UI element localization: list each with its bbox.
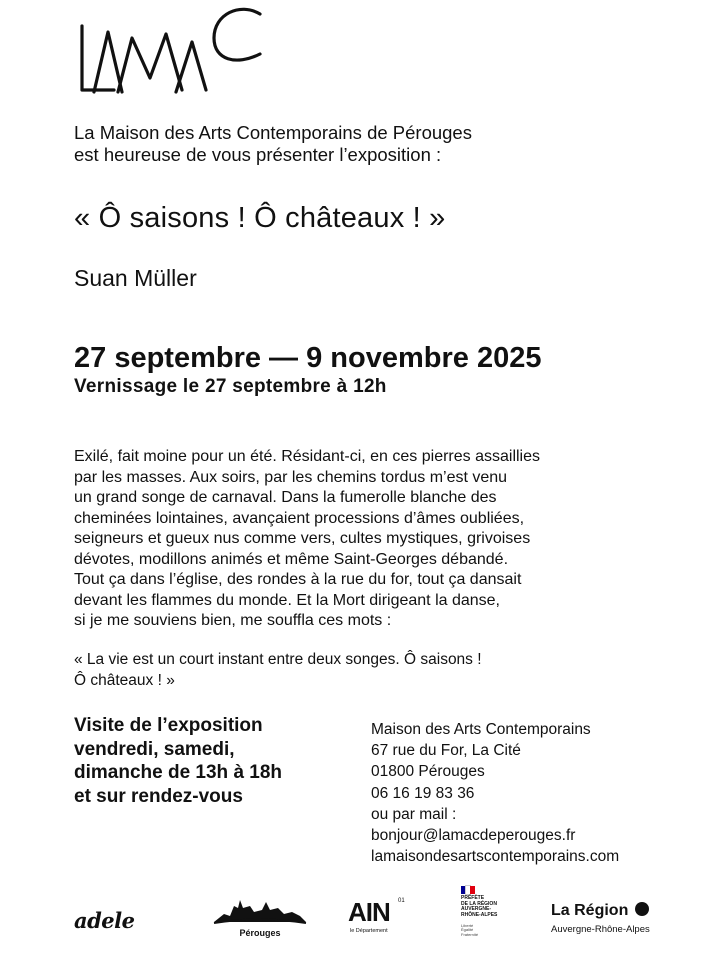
contact-website[interactable]: lamaisondesartscontemporains.com bbox=[371, 848, 620, 866]
visit-hours bbox=[74, 714, 282, 808]
contact-street: 67 rue du For, La Cité bbox=[371, 742, 521, 760]
motto-line: Égalité bbox=[461, 927, 474, 933]
motto-line: Liberté bbox=[461, 923, 474, 928]
french-flag-icon bbox=[461, 886, 475, 894]
description-line: si je me souviens bien, me souffla ces mots : bbox=[74, 612, 392, 629]
flag-red bbox=[470, 886, 475, 894]
prefecture-line: PRÉFÈTE bbox=[461, 895, 485, 901]
quote bbox=[74, 650, 674, 691]
perouges-label: Pérouges bbox=[239, 928, 281, 938]
visit-line: dimanche de 13h à 18h bbox=[74, 762, 283, 783]
lamac-logo bbox=[74, 4, 264, 94]
prefecture-motto bbox=[461, 924, 478, 937]
visit-line: et sur rendez-vous bbox=[74, 785, 243, 807]
motto-line: Fraternité bbox=[461, 931, 479, 937]
description-line: cheminées lointaines, avançaient processions d’âmes oubliées, bbox=[74, 509, 525, 527]
intro-text bbox=[74, 122, 674, 166]
contact-mail-intro: ou par mail : bbox=[371, 805, 457, 823]
description-line: devant les flammes du monde. Et la Mort dirigeant la danse, bbox=[74, 591, 500, 609]
contact-block bbox=[371, 719, 619, 867]
region-subtitle: Auvergne-Rhône-Alpes bbox=[551, 924, 650, 935]
contact-city: 01800 Pérouges bbox=[371, 763, 485, 781]
intro-line-2: est heureuse de vous présenter l’exposition : bbox=[74, 144, 442, 165]
quote-line: Ô châteaux ! » bbox=[74, 671, 175, 689]
region-mark-icon bbox=[635, 902, 649, 916]
prefecture-text bbox=[461, 896, 497, 918]
vernissage-date: Vernissage le 27 septembre à 12h bbox=[74, 376, 387, 397]
description-line: seigneurs et gueux nus comme vers, cultes mystiques, grivoises bbox=[74, 530, 531, 547]
prefecture-logo bbox=[461, 886, 531, 940]
intro-line-1: La Maison des Arts Contemporains de Pérouges bbox=[74, 122, 472, 143]
adele-logo: adele bbox=[74, 908, 135, 933]
exhibition-title: « Ô saisons ! Ô châteaux ! » bbox=[74, 202, 446, 234]
region-logo bbox=[551, 902, 661, 942]
perouges-skyline-icon bbox=[210, 892, 310, 928]
contact-name: Maison des Arts Contemporains bbox=[371, 721, 591, 738]
description-line: par les masses. Aux soirs, par les chemins tordus m’est venu bbox=[74, 468, 508, 486]
exhibition-dates: 27 septembre — 9 novembre 2025 bbox=[74, 342, 542, 374]
description-line: Tout ça dans l’église, des rondes à la rue du for, tout ça dansait bbox=[74, 571, 522, 588]
quote-line: « La vie est un court instant entre deux songes. Ô saisons ! bbox=[74, 651, 482, 668]
description-line: dévotes, modillons animés et même Saint-Georges débandé. bbox=[74, 550, 509, 568]
visit-line: Visite de l’exposition bbox=[74, 715, 263, 736]
ain-department: le Département bbox=[350, 928, 388, 934]
prefecture-line: RHÔNE-ALPES bbox=[461, 911, 498, 918]
prefecture-line: AUVERGNE- bbox=[461, 906, 492, 913]
perouges-logo bbox=[210, 892, 310, 940]
prefecture-line: DE LA RÉGION bbox=[461, 900, 497, 907]
visit-line: vendredi, samedi, bbox=[74, 738, 235, 760]
description-line: un grand songe de carnaval. Dans la fumerolle blanche des bbox=[74, 489, 497, 506]
exhibition-description bbox=[74, 447, 674, 632]
ain-sup: 01 bbox=[398, 898, 405, 904]
contact-phone[interactable]: 06 16 19 83 36 bbox=[371, 784, 475, 802]
ain-text: AIN bbox=[348, 897, 390, 927]
description-line: Exilé, fait moine pour un été. Résidant-ci, en ces pierres assaillies bbox=[74, 448, 540, 465]
ain-logo bbox=[346, 898, 416, 940]
partner-logos bbox=[0, 880, 720, 950]
contact-email[interactable]: bonjour@lamacdeperouges.fr bbox=[371, 827, 576, 845]
region-name: La Région bbox=[551, 902, 629, 919]
artist-name: Suan Müller bbox=[74, 265, 197, 291]
